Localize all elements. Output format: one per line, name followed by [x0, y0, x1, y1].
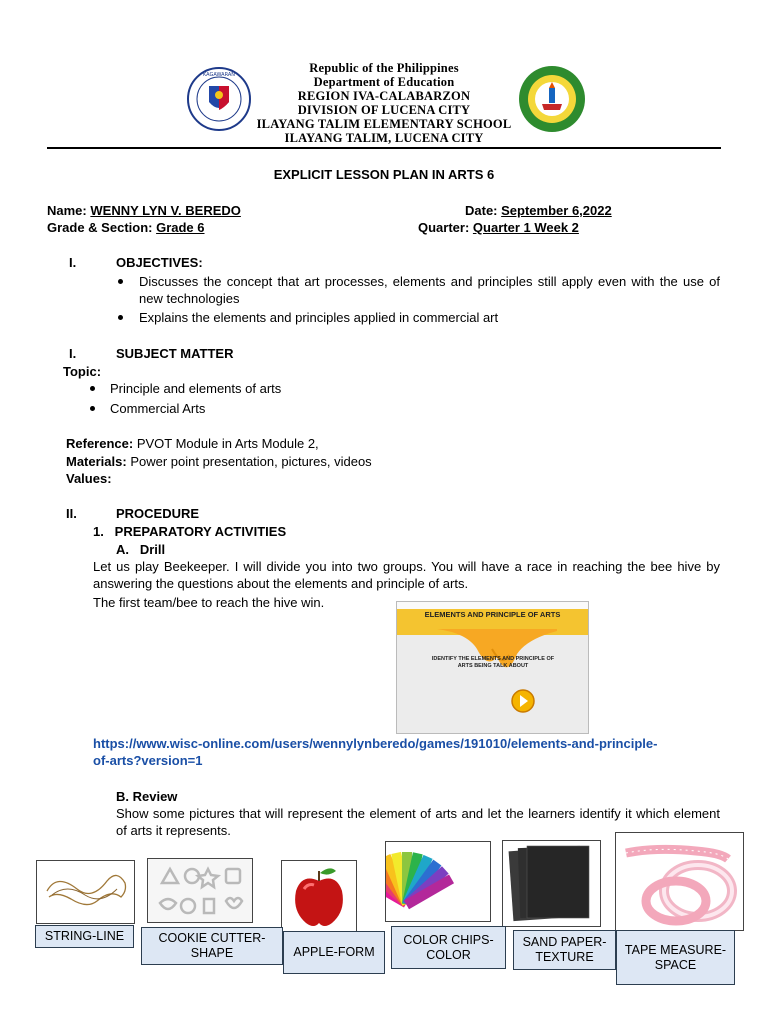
name-label: Name: [47, 203, 87, 218]
header-line-2: Department of Education [313, 75, 455, 89]
quarter-field [418, 219, 579, 236]
header-line-4: DIVISION OF LUCENA CITY [297, 103, 471, 117]
game-link[interactable] [93, 735, 657, 769]
grade-value: Grade 6 [156, 220, 205, 235]
drill-heading: A. Drill [116, 542, 166, 557]
game-title: ELEMENTS AND PRINCIPLE OF ARTS [424, 610, 561, 619]
procedure-heading: PROCEDURE [116, 506, 200, 521]
review-label-sand-paper: SAND PAPER-TEXTURE [513, 930, 616, 970]
apple-image [281, 860, 357, 933]
game-screenshot [396, 601, 589, 734]
game-subtitle: IDENTIFY THE ELEMENTS AND PRINCIPLE OF ARTS BEING TALK ABOUT [431, 656, 555, 669]
tape-measure-image [615, 832, 744, 931]
date-value: September 6,2022 [501, 203, 612, 218]
date-label: Date: [465, 203, 498, 218]
objectives-numeral: I. [69, 255, 77, 270]
document-title: EXPLICIT LESSON PLAN IN ARTS 6 [273, 167, 495, 182]
topic-item-2: Commercial Arts [110, 401, 206, 416]
header-line-5: ILAYANG TALIM ELEMENTARY SCHOOL [256, 117, 512, 131]
quarter-label: Quarter: [418, 220, 470, 235]
svg-text:KAGAWARAN: KAGAWARAN [202, 72, 236, 78]
review-heading: B. Review [116, 789, 178, 804]
subject-numeral: I. [69, 346, 77, 361]
color-chips-image [385, 841, 491, 922]
game-link-line-1[interactable]: https://www.wisc-online.com/users/wennylynberedo/games/191010/elements-and-principle- [93, 736, 658, 751]
cookie-cutter-image [147, 858, 253, 923]
materials-label: Materials: [66, 454, 127, 469]
header-divider [47, 147, 721, 149]
sand-paper-image [502, 840, 601, 927]
bullet-icon [118, 315, 123, 320]
drill-text-2: The first team/bee to reach the hive win. [93, 595, 325, 610]
review-label-string: STRING-LINE [35, 925, 134, 948]
objective-item-2: Explains the elements and principles applied in commercial art [139, 310, 499, 325]
reference-value: PVOT Module in Arts Module 2, [133, 436, 319, 451]
review-text: Show some pictures that will represent the element of arts and let the learners identify it which element of arts it represents. [116, 806, 720, 838]
reference-label: Reference: [66, 436, 134, 451]
header-line-1: Republic of the Philippines [309, 61, 459, 75]
materials-line [66, 453, 372, 470]
reference-line [66, 435, 319, 452]
topic-item-1: Principle and elements of arts [110, 381, 282, 396]
topic-label: Topic: [63, 364, 102, 379]
bullet-icon [90, 406, 95, 411]
drill-text: Let us play Beekeeper. I will divide you into two groups. You will have a race in reaching the bee hive by answering the questions about the elements and principle of arts. [93, 559, 720, 591]
name-field [47, 202, 241, 219]
objective-item-1: Discusses the concept that art processes, elements and principles still apply even with the use of new technologies [139, 274, 720, 306]
preparatory-heading: 1. PREPARATORY ACTIVITIES [93, 524, 287, 539]
values-label: Values: [66, 471, 112, 486]
objectives-heading: OBJECTIVES: [116, 255, 203, 270]
bullet-icon [118, 279, 123, 284]
review-label-cookie-cutter: COOKIE CUTTER-SHAPE [141, 927, 283, 965]
grade-field [47, 219, 223, 236]
review-label-tape-measure: TAPE MEASURE-SPACE [616, 930, 735, 985]
materials-value: Power point presentation, pictures, videos [126, 454, 372, 469]
procedure-numeral: II. [66, 506, 77, 521]
header-line-3: REGION IVA-CALABARZON [297, 89, 471, 103]
header-line-6: ILAYANG TALIM, LUCENA CITY [284, 131, 484, 145]
grade-label: Grade & Section: [47, 220, 153, 235]
name-value: WENNY LYN V. BEREDO [90, 203, 241, 218]
date-field [465, 202, 612, 219]
string-image [36, 860, 135, 924]
subject-heading: SUBJECT MATTER [116, 346, 234, 361]
game-link-line-2[interactable]: of-arts?version=1 [93, 753, 203, 768]
bullet-icon [90, 386, 95, 391]
review-label-apple: APPLE-FORM [283, 931, 385, 974]
quarter-value: Quarter 1 Week 2 [472, 220, 579, 235]
review-label-color-chips: COLOR CHIPS-COLOR [391, 926, 506, 969]
